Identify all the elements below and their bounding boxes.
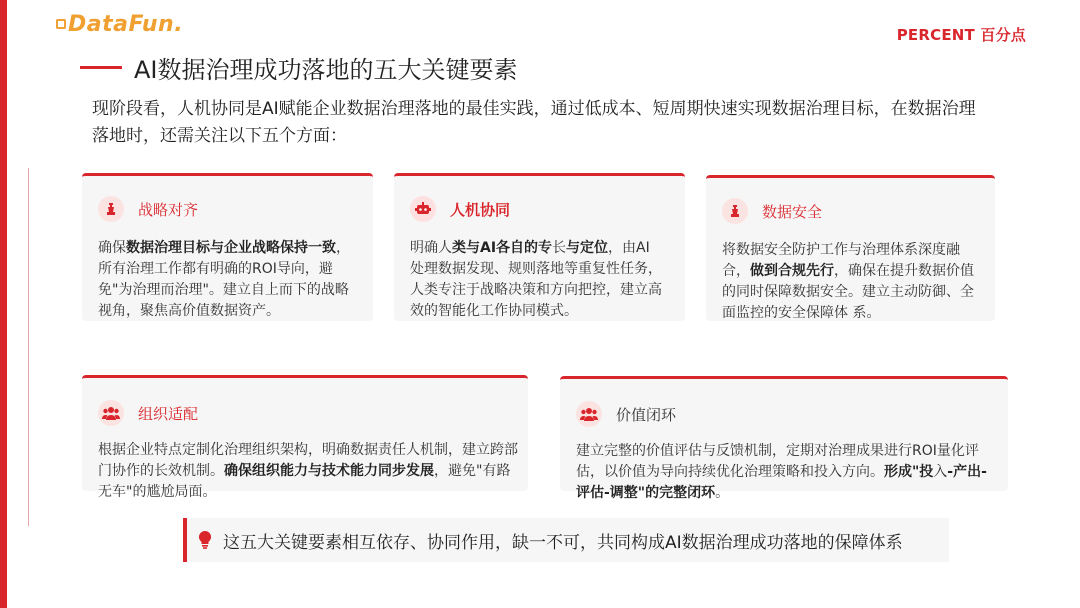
card-body [576,441,996,504]
percent-logo: PERCENT 百分点 [896,26,1026,44]
chess-icon [98,196,124,222]
body-text: ，由AI处理数据发现、规则落地等重复性任务，人类专注于战略决策和方向把控，建立高效的智能化工作协同模式。 [410,240,662,319]
card-title: 价值闭环 [616,405,677,424]
body-text: ，确保在提升数据价值的同时保障数据安全。建立主动防御、全面监控的安全保障体 系。 [722,263,974,321]
body-text: ，避免"有路无车"的尴尬局面。 [98,463,511,500]
body-text: 将数据安全防护工作与治理体系深度融合， [722,242,960,279]
card-body [722,240,974,324]
card-title: 战略对齐 [138,200,199,219]
emphasis-text: 确保组织能力与技术能力同步发展 [224,463,434,479]
team-icon [576,401,602,427]
body-text: 入 [933,464,948,480]
left-accent-bar [0,0,7,608]
team-icon [98,400,124,426]
card-body [98,238,350,322]
footer-note-text: 这五大关键要素相互依存、协同作用，缺一不可，共同构成AI数据治理成功落地的保障体系 [223,532,903,553]
card-header [722,198,822,224]
card-title: 数据安全 [762,202,823,221]
body-text: 。 [715,485,730,501]
emphasis-text: 类与AI各自的专 [452,240,553,256]
chess-icon [722,198,748,224]
card-title: 组织适配 [138,404,199,423]
title-row [80,50,518,84]
card-header [98,400,198,426]
emphasis-text: 数据治理目标与企业战略保持一致 [126,240,336,256]
emphasis-text: -产出-评估-调整"的完整闭环 [576,464,987,501]
datafun-logo-mark-icon [56,19,66,29]
card-body [98,440,518,503]
title-dash [80,66,122,69]
intro-paragraph: 现阶段看，人机协同是AI赋能企业数据治理落地的最佳实践，通过低成本、短周期快速实现数据治理目标，在数据治理落地时，还需关注以下五个方面： [92,99,976,146]
card-human-ai [394,173,685,321]
datafun-logo-text: DataFun. [68,11,184,37]
datafun-logo [56,10,183,38]
lightbulb-icon [197,530,213,550]
body-text: ，所有治理工作都有明确的ROI导向，避免"为治理而治理"。建立自上而下的战略视角，聚焦高价值数据资产。 [98,240,350,319]
card-header [410,196,510,222]
body-text: 根据企业特点定制化治理组织架构，明确数据责任人机制，建立跨部门协作的长效机制。 [98,442,518,479]
body-text: 明确人 [410,240,452,256]
emphasis-text: 做到合规先行 [750,263,834,279]
card-value-loop [560,376,1008,501]
body-text: 长 [552,240,567,256]
card-body [410,238,662,322]
card-header [576,401,676,427]
side-rule [28,168,29,526]
card-org-fit [82,375,528,500]
page-title: AI数据治理成功落地的五大关键要素 [134,55,518,84]
footer-note [183,518,949,562]
body-text: 确保 [98,240,126,256]
emphasis-text: 与定位 [566,240,609,256]
card-header [98,196,198,222]
emphasis-text: 形成"投 [884,464,934,480]
card-data-security [706,175,995,321]
card-title: 人机协同 [450,200,511,219]
card-strategy [82,173,373,321]
robot-icon [410,196,436,222]
body-text: 建立完整的价值评估与反馈机制，定期对治理成果进行ROI量化评估，以价值为导向持续优化治理策略和投入方向。 [576,443,979,480]
